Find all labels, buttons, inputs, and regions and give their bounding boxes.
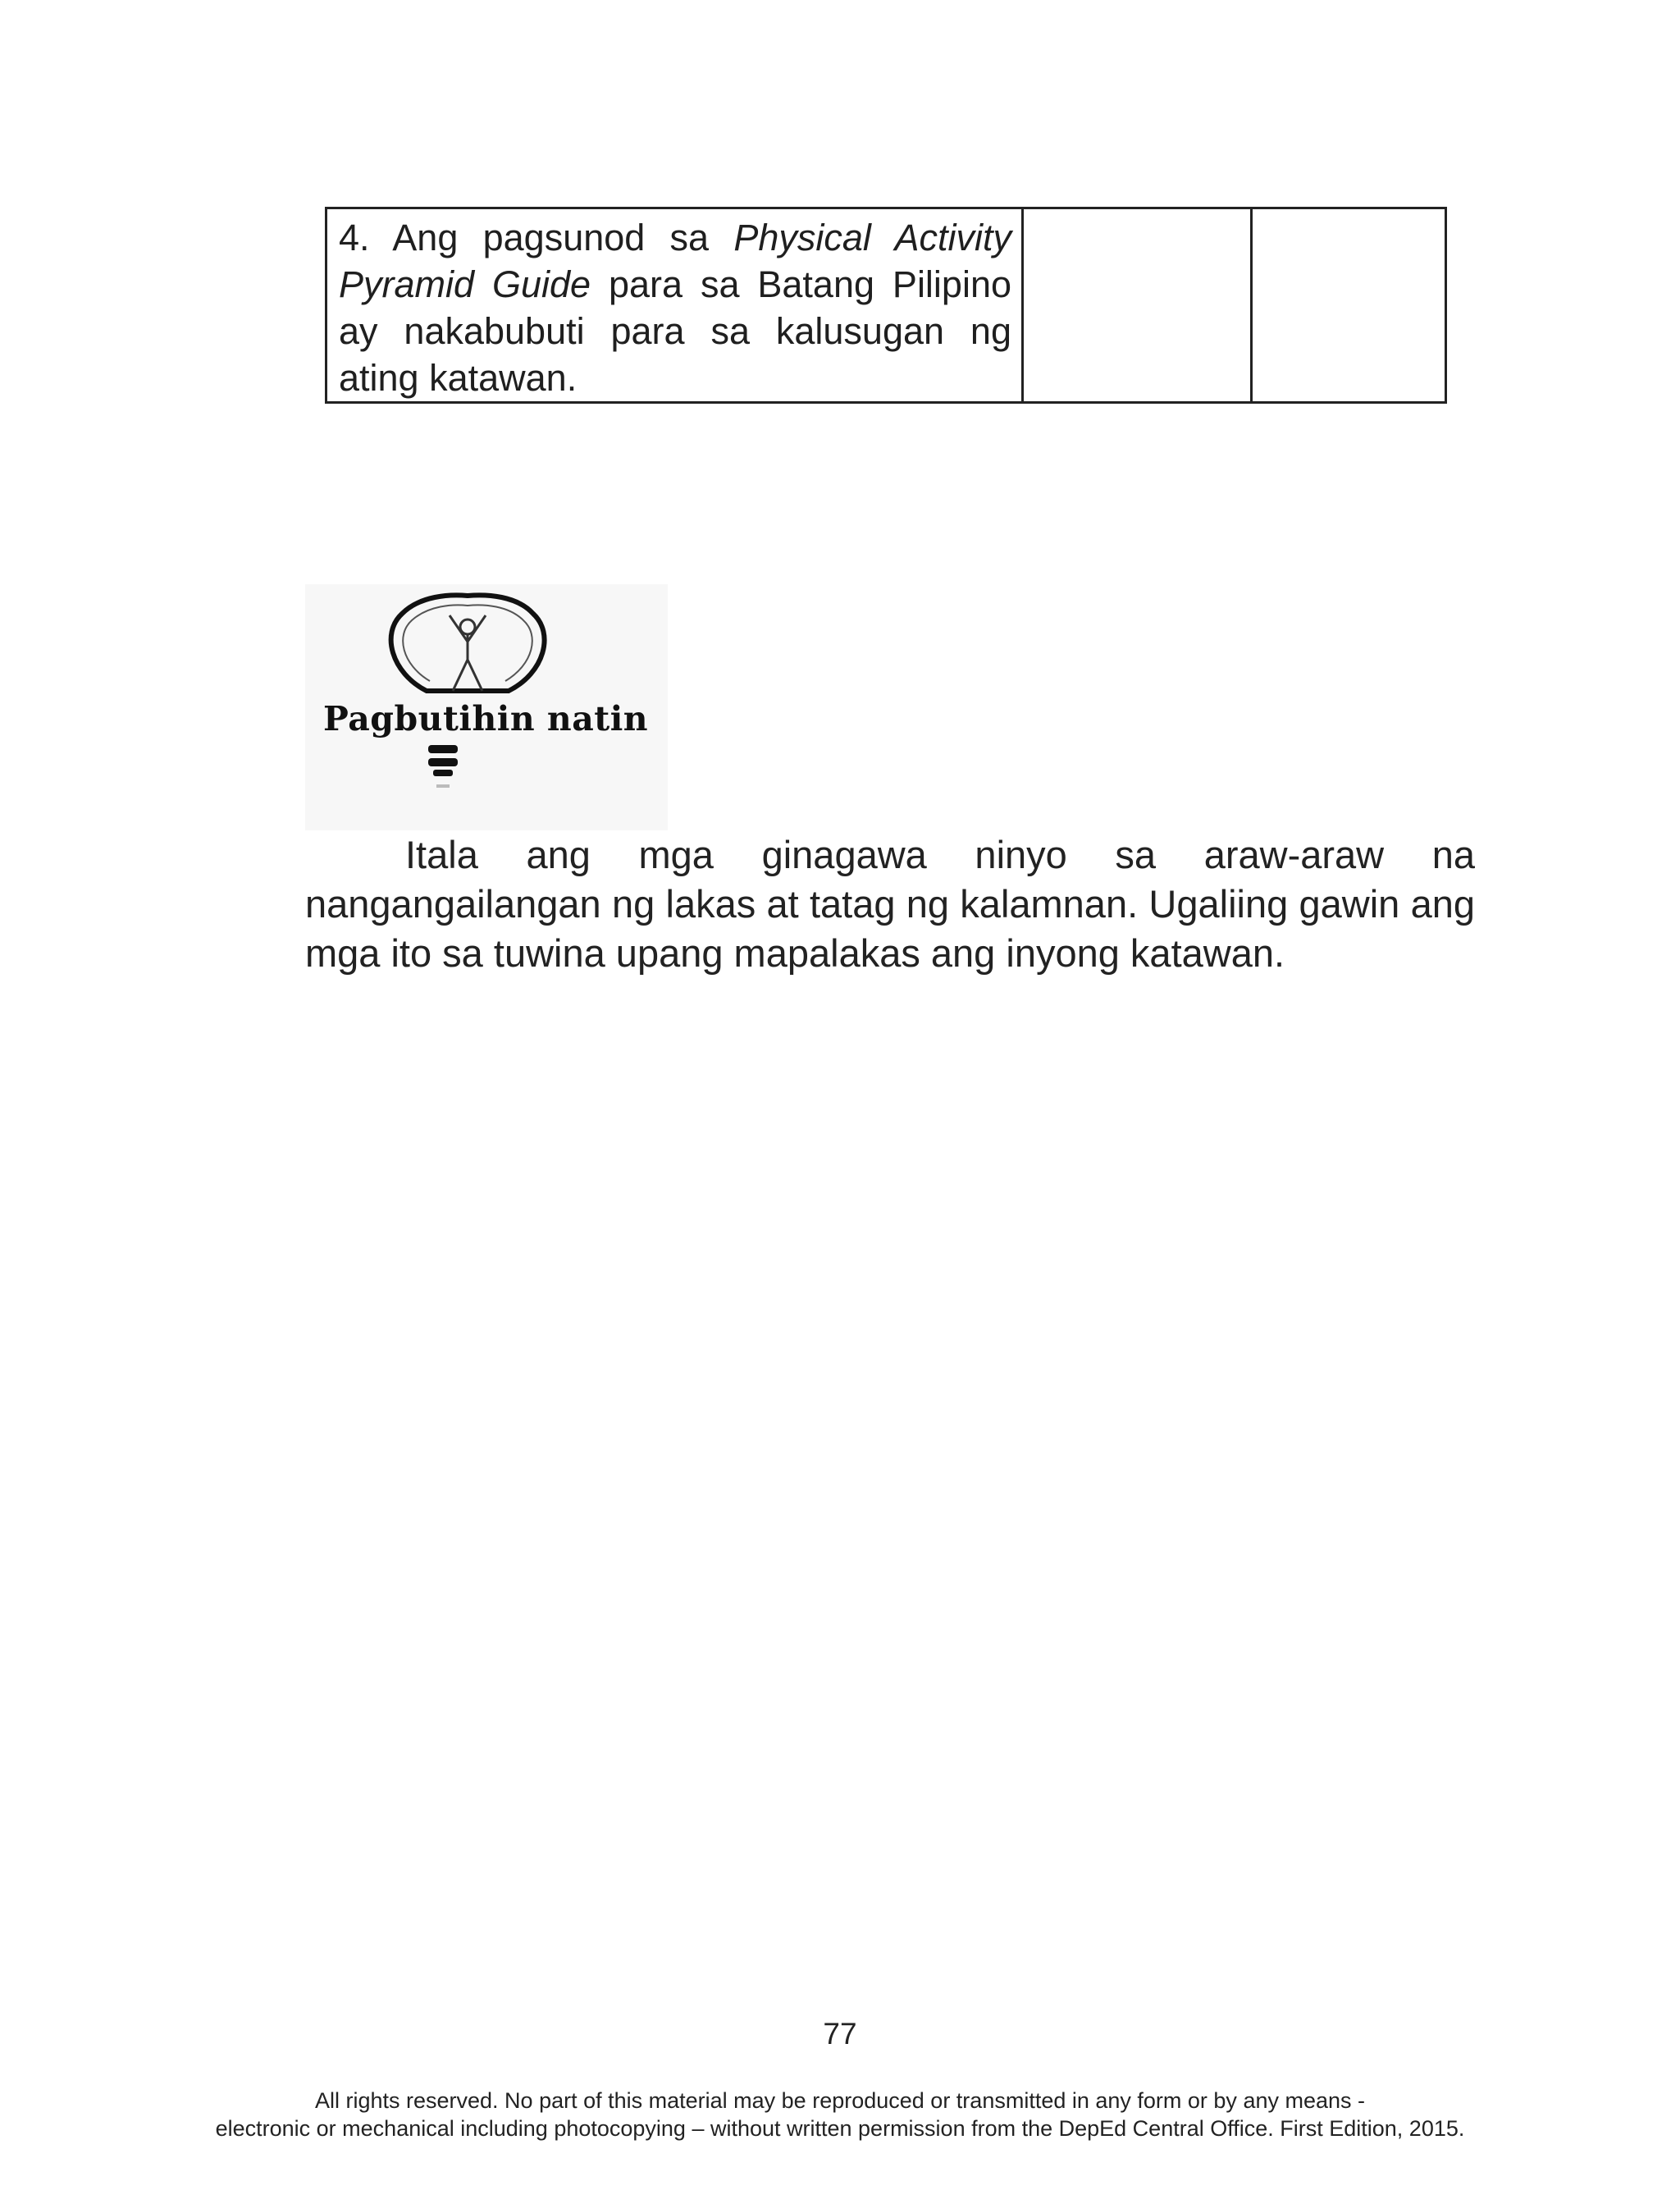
statement-cell	[326, 208, 1023, 403]
table-row	[326, 208, 1446, 403]
statement-number: 4. Ang pagsunod sa	[339, 217, 734, 258]
statement-italic-term: Physical Activity Pyramid Guide	[339, 217, 1011, 305]
answer-cell-1[interactable]	[1023, 208, 1252, 403]
footer-line-2: electronic or mechanical including photocopying – without written permission from the DepEd Central Office. First Edition, 2015.	[215, 2116, 1465, 2141]
instruction-paragraph: Itala ang mga ginagawa ninyo sa araw-araw na nangangailangan ng lakas at tatag ng kalamnan. Ugaliing gawin ang mga ito sa tuwina upang mapalakas ang inyong katawan.	[305, 833, 1475, 975]
footer-line-1: All rights reserved. No part of this material may be reproduced or transmitted in any form or by any means -	[314, 2088, 1366, 2113]
statement-text	[327, 209, 1021, 401]
statement-rest: para sa Batang Pilipino ay nakabubuti para sa kalusugan ng ating katawan.	[339, 263, 1012, 399]
section-logo	[305, 584, 668, 830]
page-number: 77	[823, 2017, 857, 2051]
evaluation-table	[325, 207, 1447, 404]
section-title: Pagbutihin natin	[323, 699, 649, 738]
answer-cell-2[interactable]	[1252, 208, 1446, 403]
copyright-footer	[0, 2087, 1680, 2142]
